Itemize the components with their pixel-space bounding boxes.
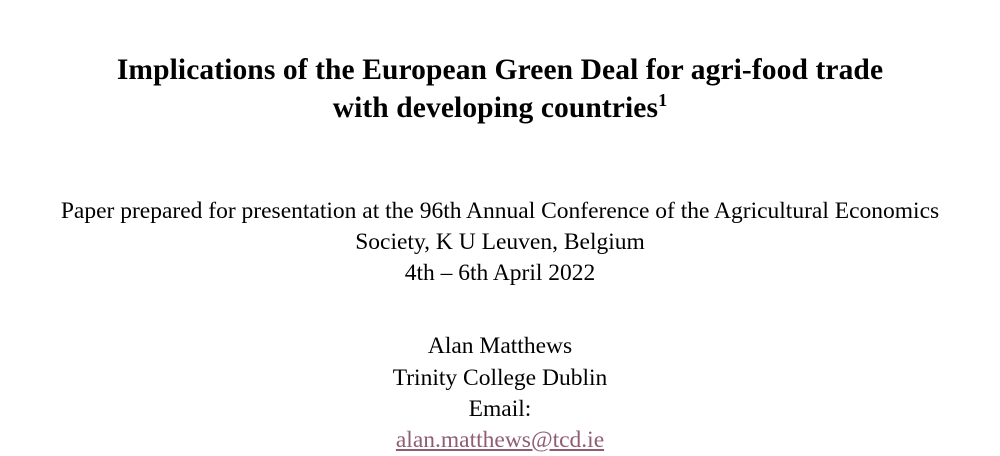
title-line-1: Implications of the European Green Deal for agri-food trade (116, 54, 884, 86)
email-label: Email: (468, 395, 532, 422)
author-email-line (18, 394, 982, 456)
author-info (18, 289, 982, 456)
title-line-2 (18, 90, 982, 128)
page-title (18, 0, 982, 128)
author-email-link[interactable]: alan.matthews@tcd.ie (395, 427, 605, 453)
conference-line-1: Paper prepared for presentation at the 96th Annual Conference of the Agricultural Economics (60, 197, 940, 224)
title-line-2-text: with developing countries (332, 91, 659, 124)
author-name: Alan Matthews (427, 333, 573, 360)
title-footnote-marker: 1 (658, 89, 668, 110)
conference-line-3: 4th – 6th April 2022 (404, 260, 596, 286)
conference-info (18, 128, 982, 290)
author-affiliation: Trinity College Dublin (392, 364, 608, 391)
conference-line-2: Society, K U Leuven, Belgium (355, 228, 645, 255)
